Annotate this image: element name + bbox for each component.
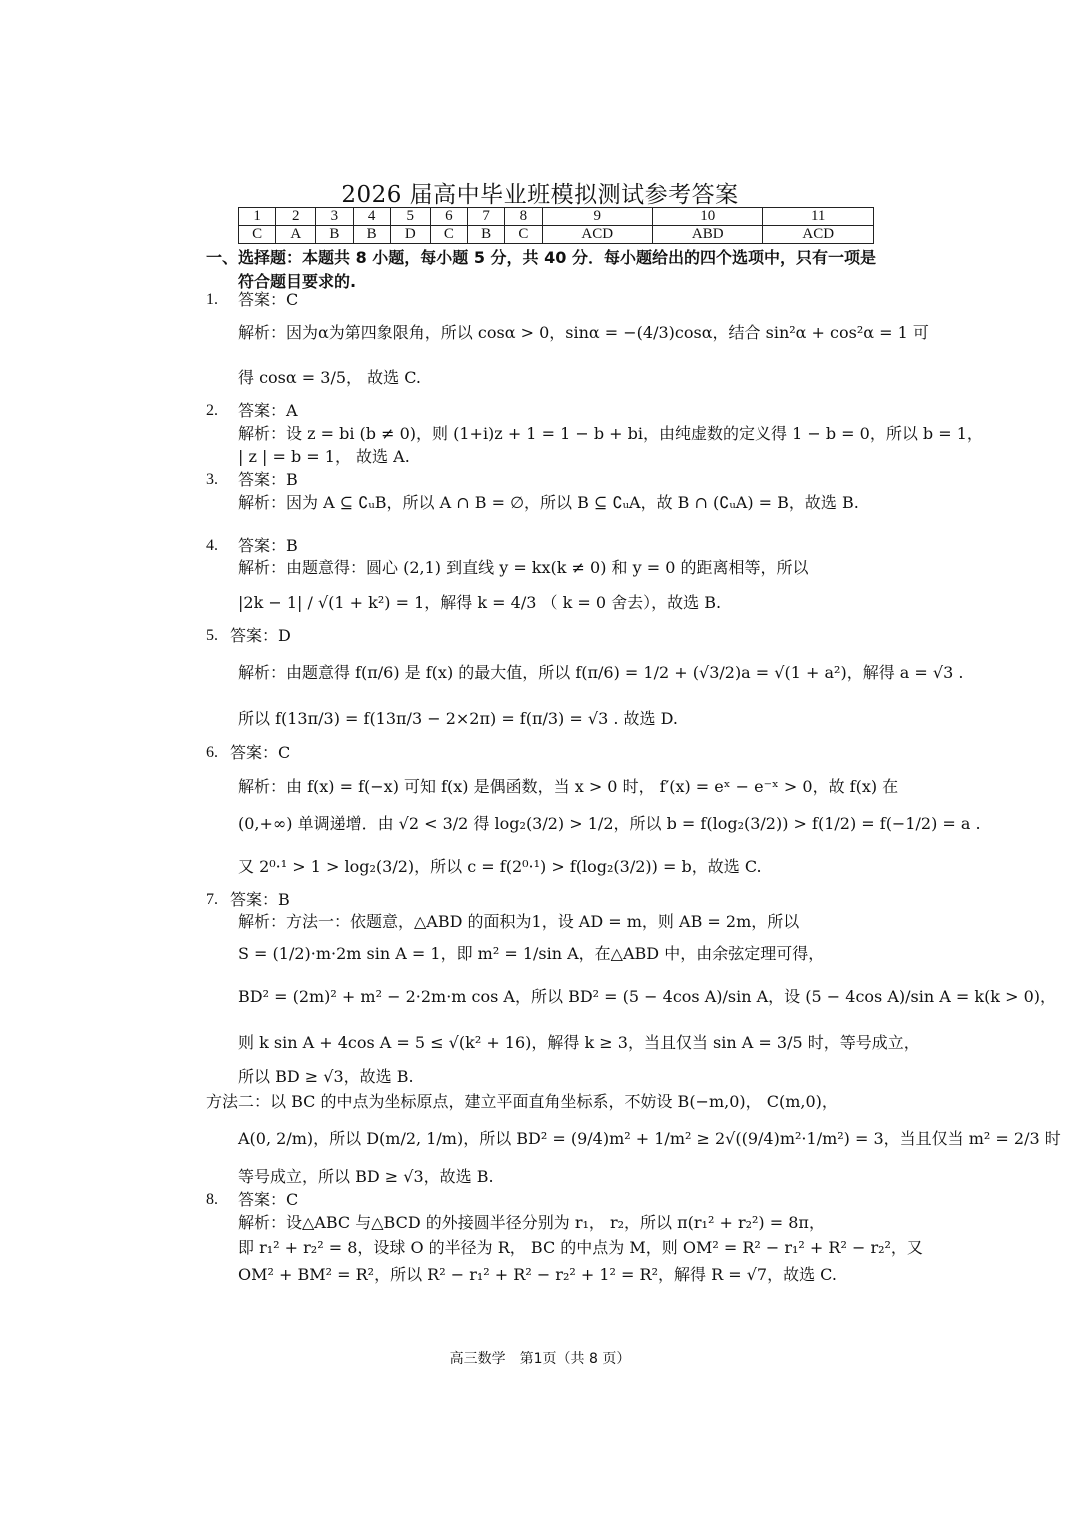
problem-answer: 答案：C bbox=[230, 743, 291, 762]
solution-line: 解析：设△ABC 与△BCD 的外接圆半径分别为 r₁， r₂，所以 π(r₁² + r₂²) = 8π， bbox=[238, 1213, 825, 1232]
solution-line: 所以 f(13π/3) = f(13π/3 − 2×2π) = f(π/3) = √3 . 故选 D. bbox=[238, 709, 678, 728]
answer-cell: ACD bbox=[542, 226, 652, 244]
answer-cell: ACD bbox=[763, 226, 874, 244]
question-number: 9 bbox=[542, 208, 652, 226]
solution-line: | z | = b = 1， 故选 A. bbox=[238, 447, 410, 466]
answer-cell: D bbox=[390, 226, 430, 244]
solution-line: 解析：方法一：依题意，△ABD 的面积为1，设 AD = m，则 AB = 2m，所以 bbox=[238, 912, 800, 931]
answer-cell: A bbox=[276, 226, 316, 244]
solution-line: 解析：由 f(x) = f(−x) 可知 f(x) 是偶函数，当 x > 0 时， f′(x) = eˣ − e⁻ˣ > 0，故 f(x) 在 bbox=[238, 777, 899, 796]
problem-number: 5. bbox=[206, 627, 218, 644]
answer-table bbox=[238, 207, 874, 244]
answer-table-answer-row bbox=[239, 226, 874, 244]
problem-number: 3. bbox=[206, 471, 218, 488]
answer-cell: B bbox=[316, 226, 353, 244]
question-number: 11 bbox=[763, 208, 874, 226]
solution-line: (0,+∞) 单调递增．由 √2 < 3/2 得 log₂(3/2) > 1/2，所以 b = f(log₂(3/2)) > f(1/2) = f(−1/2) = a . bbox=[238, 814, 981, 833]
answer-cell: B bbox=[468, 226, 505, 244]
solution-line: S = (1/2)·m·2m sin A = 1，即 m² = 1/sin A，在△ABD 中，由余弦定理可得， bbox=[238, 944, 825, 963]
problem-answer: 答案：A bbox=[238, 401, 298, 420]
solution-line: BD² = (2m)² + m² − 2·2m·m cos A，所以 BD² = (5 − 4cos A)/sin A，设 (5 − 4cos A)/sin A = k(k > 0)， bbox=[238, 987, 1057, 1006]
problem-number: 8. bbox=[206, 1191, 218, 1208]
problem-answer: 答案：C bbox=[238, 290, 299, 309]
problem-answer: 答案：C bbox=[238, 1190, 299, 1209]
solution-line: 解析：因为 A ⊆ ∁ᵤB，所以 A ∩ B = ∅，所以 B ⊆ ∁ᵤA，故 B ∩ (∁ᵤA) = B，故选 B. bbox=[238, 493, 859, 512]
problem-answer: 答案：B bbox=[230, 890, 290, 909]
answer-table-header-row bbox=[239, 208, 874, 226]
page-title: 2026 届高中毕业班模拟测试参考答案 bbox=[341, 182, 739, 208]
solution-line: 方法二：以 BC 的中点为坐标原点，建立平面直角坐标系，不妨设 B(−m,0)， C(m,0)， bbox=[206, 1092, 838, 1111]
question-number: 10 bbox=[652, 208, 762, 226]
solution-line: 所以 BD ≥ √3，故选 B. bbox=[238, 1067, 414, 1086]
answer-cell: C bbox=[239, 226, 276, 244]
question-number: 2 bbox=[276, 208, 316, 226]
problem-number: 1. bbox=[206, 291, 218, 308]
solution-line: 得 cosα = 3/5， 故选 C. bbox=[238, 368, 421, 387]
solution-line: A(0, 2/m)，所以 D(m/2, 1/m)，所以 BD² = (9/4)m² + 1/m² ≥ 2√((9/4)m²·1/m²) = 3，当且仅当 m² = 2/3 时 bbox=[238, 1129, 1061, 1148]
problem-answer: 答案：D bbox=[230, 626, 291, 645]
solution-line: 解析：因为α为第四象限角，所以 cosα > 0，sinα = −(4/3)cosα，结合 sin²α + cos²α = 1 可 bbox=[238, 323, 929, 342]
question-number: 7 bbox=[468, 208, 505, 226]
answer-cell: C bbox=[505, 226, 542, 244]
problem-number: 4. bbox=[206, 537, 218, 554]
solution-line: 解析：由题意得 f(π/6) 是 f(x) 的最大值，所以 f(π/6) = 1/2 + (√3/2)a = √(1 + a²)，解得 a = √3 . bbox=[238, 663, 964, 682]
problem-answer: 答案：B bbox=[238, 536, 298, 555]
question-number: 5 bbox=[390, 208, 430, 226]
solution-line: OM² + BM² = R²，所以 R² − r₁² + R² − r₂² + 1² = R²，解得 R = √7，故选 C. bbox=[238, 1265, 837, 1284]
question-number: 6 bbox=[430, 208, 467, 226]
solution-line: |2k − 1| / √(1 + k²) = 1，解得 k = 4/3 （ k = 0 舍去），故选 B. bbox=[238, 593, 722, 612]
solution-line: 解析：设 z = bi (b ≠ 0)，则 (1+i)z + 1 = 1 − b + bi，由纯虚数的定义得 1 − b = 0，所以 b = 1， bbox=[238, 424, 983, 443]
page-footer: 高三数学 第1页（共 8 页） bbox=[449, 1351, 631, 1367]
question-number: 4 bbox=[353, 208, 390, 226]
problem-answer: 答案：B bbox=[238, 470, 298, 489]
problem-number: 7. bbox=[206, 891, 218, 908]
problem-number: 6. bbox=[206, 744, 218, 761]
problem-number: 2. bbox=[206, 402, 218, 419]
solution-line: 解析：由题意得：圆心 (2,1) 到直线 y = kx(k ≠ 0) 和 y = 0 的距离相等，所以 bbox=[238, 558, 809, 577]
question-number: 1 bbox=[239, 208, 276, 226]
solution-line: 则 k sin A + 4cos A = 5 ≤ √(k² + 16)，解得 k ≥ 3，当且仅当 sin A = 3/5 时，等号成立， bbox=[238, 1033, 920, 1052]
solution-line: 即 r₁² + r₂² = 8，设球 O 的半径为 R， BC 的中点为 M，则 OM² = R² − r₁² + R² − r₂²，又 bbox=[238, 1238, 923, 1257]
answer-cell: ABD bbox=[652, 226, 762, 244]
solution-line: 等号成立，所以 BD ≥ √3，故选 B. bbox=[238, 1167, 494, 1186]
answer-cell: C bbox=[430, 226, 467, 244]
solution-line: 又 2⁰·¹ > 1 > log₂(3/2)，所以 c = f(2⁰·¹) > f(log₂(3/2)) = b，故选 C. bbox=[238, 857, 762, 876]
answer-cell: B bbox=[353, 226, 390, 244]
question-number: 8 bbox=[505, 208, 542, 226]
question-number: 3 bbox=[316, 208, 353, 226]
section-heading-cont: 符合题目要求的. bbox=[238, 272, 357, 291]
section-heading: 一、选择题：本题共 8 小题，每小题 5 分，共 40 分．每小题给出的四个选项中，只有一项是 bbox=[206, 248, 876, 267]
